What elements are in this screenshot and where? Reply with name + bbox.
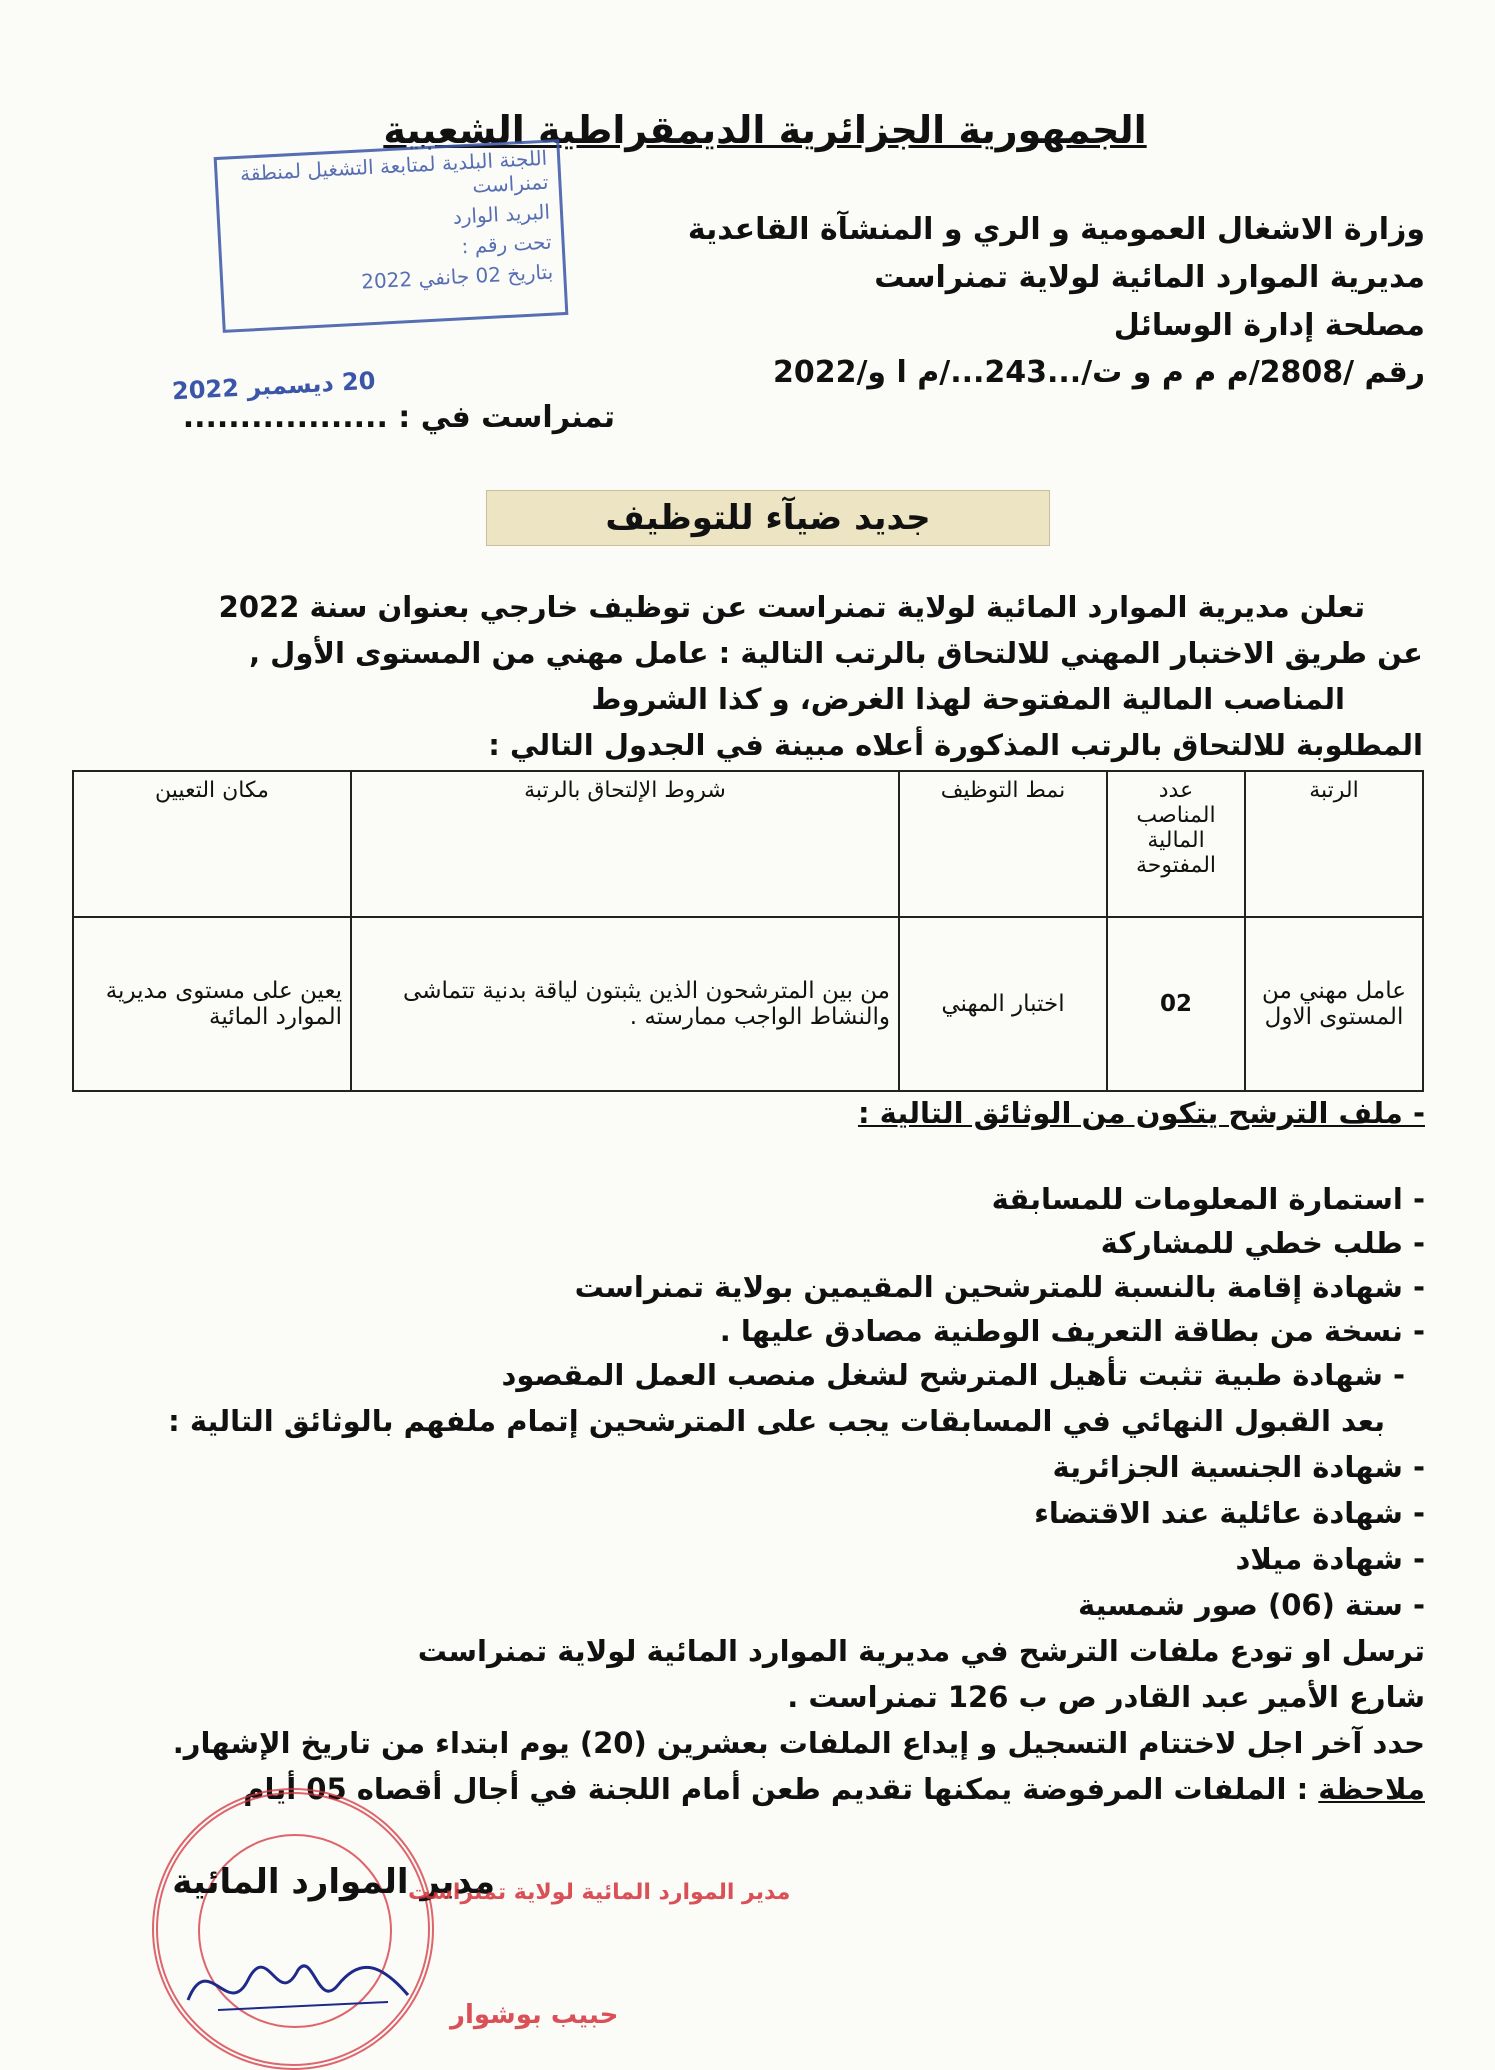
- document-item: - شهادة طبية تثبت تأهيل المترشح لشغل منصب العمل المقصود: [501, 1358, 1405, 1392]
- closing-line: حدد آخر اجل لاختتام التسجيل و إيداع الملفات بعشرين (20) يوم ابتداء من تاريخ الإشهار.: [172, 1726, 1425, 1760]
- document-item: - ستة (06) صور شمسية: [1077, 1588, 1425, 1622]
- document-item: - نسخة من بطاقة التعريف الوطنية مصادق عليها .: [719, 1314, 1425, 1348]
- intro-line: المطلوبة للالتحاق بالرتب المذكورة أعلاه مبينة في الجدول التالي :: [488, 728, 1423, 762]
- table-cell: عامل مهني من المستوى الاول: [1245, 917, 1423, 1091]
- after-acceptance-text: بعد القبول النهائي في المسابقات يجب على المترشحين إتمام ملفهم بالوثائق التالية :: [168, 1404, 1385, 1438]
- directorate-line: مديرية الموارد المائية لولاية تمنراست: [874, 260, 1425, 295]
- table-cell: 02: [1107, 917, 1245, 1091]
- positions-table: [72, 770, 1424, 1092]
- table-cell: اختبار المهني: [899, 917, 1107, 1091]
- intro-line: عن طريق الاختبار المهني للالتحاق بالرتب التالية : عامل مهني من المستوى الأول ,: [249, 636, 1423, 670]
- handwritten-signature: [178, 1940, 438, 2030]
- stamp-name: حبيب بوشوار: [450, 2000, 619, 2030]
- stamp-line: اللجنة البلدية لمتابعة التشغيل لمنطقة تمنراست: [239, 145, 550, 198]
- document-item: - شهادة الجنسية الجزائرية: [1052, 1450, 1425, 1484]
- document-item: - طلب خطي للمشاركة: [1100, 1226, 1425, 1260]
- stamp-line: البريد الوارد: [452, 199, 551, 229]
- table-header: شروط الإلتحاق بالرتبة: [351, 771, 899, 917]
- closing-line: ترسل او تودع ملفات الترشح في مديرية الموارد المائية لولاية تمنراست: [417, 1634, 1425, 1668]
- table-header-row: [73, 771, 1423, 917]
- table-cell: يعين على مستوى مديرية الموارد المائية: [73, 917, 351, 1091]
- republic-heading: الجمهورية الجزائرية الديمقراطية الشعبية: [383, 108, 1147, 152]
- stamp-line: تحت رقم :: [460, 229, 553, 259]
- table-header: نمط التوظيف: [899, 771, 1107, 917]
- signatory-title: مدير الموارد المائية: [172, 1862, 495, 1902]
- table-header: الرتبة: [1245, 771, 1423, 917]
- note-line: [243, 1772, 1425, 1806]
- document-item: - استمارة المعلومات للمسابقة: [991, 1182, 1425, 1216]
- table-header: عدد المناصب المالية المفتوحة: [1107, 771, 1245, 917]
- ministry-line: وزارة الاشغال العمومية و الري و المنشآة القاعدية: [687, 212, 1425, 247]
- document-item: - شهادة ميلاد: [1235, 1542, 1425, 1576]
- intro-line: تعلن مديرية الموارد المائية لولاية تمنراست عن توظيف خارجي بعنوان سنة 2022: [218, 590, 1365, 624]
- reference-number: رقم /2808/م م م و ت/...243.../م ا و/2022: [772, 355, 1425, 390]
- table-header: مكان التعيين: [73, 771, 351, 917]
- received-mail-stamp: [214, 139, 569, 333]
- date-stamp: 20 ديسمبر 2022: [171, 366, 377, 406]
- table-row: [73, 917, 1423, 1091]
- note-text: : الملفات المرفوضة يمكنها تقديم طعن أمام اللجنة في أجال أقصاه 05 أيام: [243, 1772, 1319, 1806]
- intro-line: المناصب المالية المفتوحة لهذا الغرض، و كذا الشروط: [591, 682, 1345, 716]
- closing-line: شارع الأمير عبد القادر ص ب 126 تمنراست .: [787, 1680, 1425, 1714]
- file-heading: - ملف الترشح يتكون من الوثائق التالية :: [857, 1096, 1425, 1130]
- service-line: مصلحة إدارة الوسائل: [1113, 308, 1425, 343]
- stamp-line: بتاريخ 02 جانفي 2022: [360, 259, 554, 294]
- stamp-title: مدير الموارد المائية لولاية تمنراست: [408, 1880, 791, 1905]
- table-cell: من بين المترشحون الذين يثبتون لياقة بدنية تتماشى والنشاط الواجب ممارسته .: [351, 917, 899, 1091]
- document-item: - شهادة عائلية عند الاقتضاء: [1034, 1496, 1425, 1530]
- announcement-title: جديد ضيآء للتوظيف: [486, 490, 1050, 546]
- note-label: ملاحظة: [1318, 1772, 1425, 1806]
- document-item: - شهادة إقامة بالنسبة للمترشحين المقيمين بولاية تمنراست: [574, 1270, 1425, 1304]
- location-date: تمنراست في : ..................: [182, 400, 615, 435]
